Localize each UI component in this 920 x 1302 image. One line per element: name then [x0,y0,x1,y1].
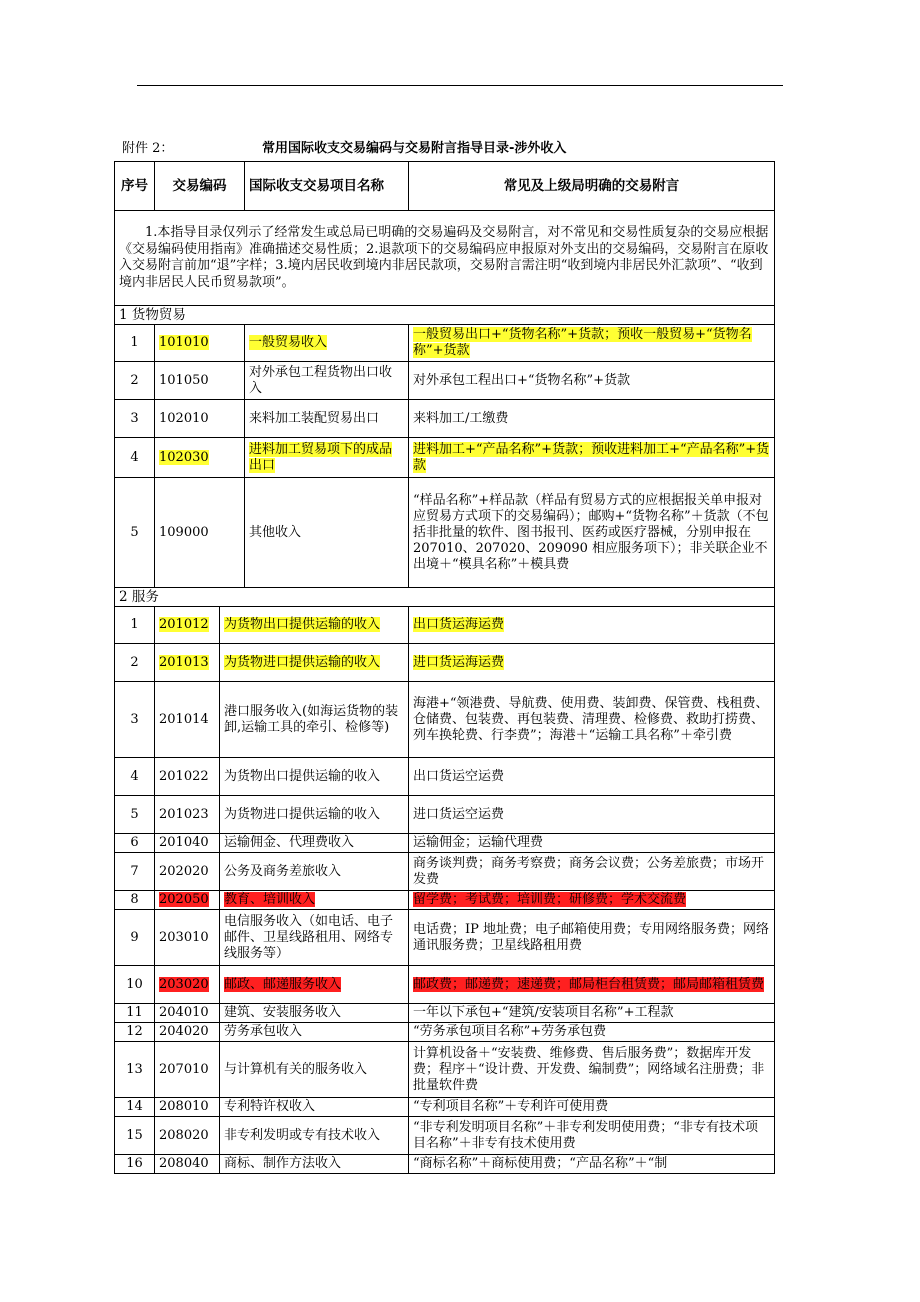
row-seq: 3 [115,400,155,438]
table-row [115,891,775,910]
row-code: 204020 [155,1023,220,1042]
row-seq: 5 [115,796,155,834]
table-row [115,853,775,891]
row-name: 商标、制作方法收入 [220,1155,409,1174]
row-seq: 9 [115,910,155,966]
row-memo: “专利项目名称”＋专利许可使用费 [409,1098,775,1117]
row-name: 非专利发明或专有技术收入 [220,1117,409,1155]
row-memo: 对外承包工程出口+“货物名称”+货款 [409,362,775,400]
table-header-row [115,162,775,211]
header-memo: 常见及上级局明确的交易附言 [409,162,775,211]
row-seq: 11 [115,1004,155,1023]
row-seq: 1 [115,607,155,644]
row-seq: 10 [115,966,155,1004]
row-code: 102030 [155,438,245,478]
table-row [115,400,775,438]
row-name: 为货物出口提供运输的收入 [220,758,409,796]
row-seq: 1 [115,325,155,362]
row-name: 来料加工装配贸易出口 [245,400,409,438]
row-seq: 2 [115,362,155,400]
row-seq: 3 [115,682,155,758]
row-name: 运输佣金、代理费收入 [220,834,409,853]
table-row [115,1042,775,1098]
row-code: 202020 [155,853,220,891]
row-seq: 13 [115,1042,155,1098]
table-row [115,910,775,966]
row-memo: 出口货运空运费 [409,758,775,796]
row-name: 公务及商务差旅收入 [220,853,409,891]
row-memo: 商务谈判费；商务考察费；商务会议费；公务差旅费；市场开发费 [409,853,775,891]
row-seq: 15 [115,1117,155,1155]
row-name: 专利特许权收入 [220,1098,409,1117]
table-row [115,796,775,834]
table-row [115,682,775,758]
row-memo: 出口货运海运费 [409,607,775,644]
row-seq: 16 [115,1155,155,1174]
row-seq: 7 [115,853,155,891]
row-memo: 一年以下承包+“建筑/安装项目名称”+工程款 [409,1004,775,1023]
table-row [115,1004,775,1023]
table-row [115,362,775,400]
table-row [115,1117,775,1155]
row-memo: 进口货运海运费 [409,644,775,682]
row-seq: 14 [115,1098,155,1117]
row-code: 207010 [155,1042,220,1098]
row-name: 电信服务收入（如电话、电子邮件、卫星线路租用、网络专线服务等） [220,910,409,966]
transaction-code-table [114,161,775,1174]
table-row [115,1098,775,1117]
row-code: 204010 [155,1004,220,1023]
table-row [115,1155,775,1174]
row-memo: 邮政费；邮递费；速递费；邮局柜台租赁费；邮局邮箱租赁费 [409,966,775,1004]
row-code: 208020 [155,1117,220,1155]
row-memo: 计算机设备＋“安装费、维修费、售后服务费”；数据库开发费；程序＋“设计费、开发费、编制费”；网络域名注册费；非批量软件费 [409,1042,775,1098]
row-seq: 6 [115,834,155,853]
row-code: 201023 [155,796,220,834]
table-row [115,325,775,362]
row-name: 教育、培训收入 [220,891,409,910]
row-memo: 留学费；考试费；培训费；研修费；学术交流费 [409,891,775,910]
row-memo: “商标名称”＋商标使用费；“产品名称”＋“制 [409,1155,775,1174]
row-name: 为货物出口提供运输的收入 [220,607,409,644]
header-seq: 序号 [115,162,155,211]
row-code: 101050 [155,362,245,400]
table-row [115,644,775,682]
row-code: 203010 [155,910,220,966]
guide-note: 1.本指导目录仅列示了经常发生或总局已明确的交易遍码及交易附言，对不常见和交易性质复杂的交易应根据《交易编码使用指南》准确描述交易性质；2.退款项下的交易编码应申报原对外支出的交易编码，交易附言在原收入交易附言前加“退”字样；3.境内居民收到境内非居民款项，交易附言需注明“收到境内非居民外汇款项”、“收到境内非居民人民币贸易款项”。 [115,211,775,306]
row-name: 为货物进口提供运输的收入 [220,644,409,682]
section-row [115,306,775,325]
page-title-line [122,137,774,155]
row-code: 201014 [155,682,220,758]
row-memo: 运输佣金；运输代理费 [409,834,775,853]
table-row [115,834,775,853]
row-memo: “样品名称”+样品款（样品有贸易方式的应根据报关单申报对应贸易方式项下的交易编码）；邮购+“货物名称”＋货款（不包括非批量的软件、图书报刊、医药或医疗器械，分别申报在 207010、207020、209090 相应服务项下）；非关联企业不出境＋“模具名称”＋模具费 [409,478,775,588]
table-row [115,1023,775,1042]
row-seq: 4 [115,758,155,796]
row-memo: 海港+“领港费、导航费、使用费、装卸费、保管费、栈租费、仓储费、包装费、再包装费、清理费、检修费、救助打捞费、列车换轮费、行李费”；海港＋“运输工具名称”＋牵引费 [409,682,775,758]
row-seq: 12 [115,1023,155,1042]
row-code: 202050 [155,891,220,910]
row-code: 208010 [155,1098,220,1117]
row-name: 对外承包工程货物出口收入 [245,362,409,400]
row-name: 建筑、安装服务收入 [220,1004,409,1023]
section-goods: 1 货物贸易 [115,306,775,325]
row-code: 102010 [155,400,245,438]
row-code: 201040 [155,834,220,853]
section-services: 2 服务 [115,588,775,607]
row-code: 201013 [155,644,220,682]
row-name: 为货物进口提供运输的收入 [220,796,409,834]
row-name: 港口服务收入(如海运货物的装卸,运输工具的牵引、检修等) [220,682,409,758]
row-code: 203020 [155,966,220,1004]
row-code: 109000 [155,478,245,588]
row-memo: 一般贸易出口+“货物名称”+货款；预收一般贸易+“货物名称”+货款 [409,325,775,362]
row-name: 与计算机有关的服务收入 [220,1042,409,1098]
header-code: 交易编码 [155,162,245,211]
row-code: 208040 [155,1155,220,1174]
row-name: 劳务承包收入 [220,1023,409,1042]
row-name: 进料加工贸易项下的成品出口 [245,438,409,478]
row-name: 其他收入 [245,478,409,588]
row-name: 邮政、邮递服务收入 [220,966,409,1004]
row-memo: 来料加工/工缴费 [409,400,775,438]
document-title: 常用国际收支交易编码与交易附言指导目录-涉外收入 [262,141,567,156]
table-row [115,966,775,1004]
row-seq: 4 [115,438,155,478]
row-seq: 8 [115,891,155,910]
row-name: 一般贸易收入 [245,325,409,362]
row-memo: “非专利发明项目名称”＋非专利发明使用费；“非专有技术项目名称”＋非专有技术使用费 [409,1117,775,1155]
note-row [115,211,775,306]
row-memo: 进口货运空运费 [409,796,775,834]
row-memo: 电话费；IP 地址费；电子邮箱使用费；专用网络服务费；网络通讯服务费；卫星线路租用费 [409,910,775,966]
row-seq: 2 [115,644,155,682]
section-row [115,588,775,607]
row-seq: 5 [115,478,155,588]
table-row [115,758,775,796]
row-code: 201012 [155,607,220,644]
row-memo: 进料加工+“产品名称”+货款；预收进料加工+“产品名称”+货款 [409,438,775,478]
header-name: 国际收支交易项目名称 [245,162,409,211]
row-memo: “劳务承包项目名称”+劳务承包费 [409,1023,775,1042]
table-row [115,438,775,478]
table-row [115,607,775,644]
table-row [115,478,775,588]
row-code: 201022 [155,758,220,796]
attachment-label: 附件 2： [122,141,174,156]
row-code: 101010 [155,325,245,362]
header-rule [137,85,783,86]
